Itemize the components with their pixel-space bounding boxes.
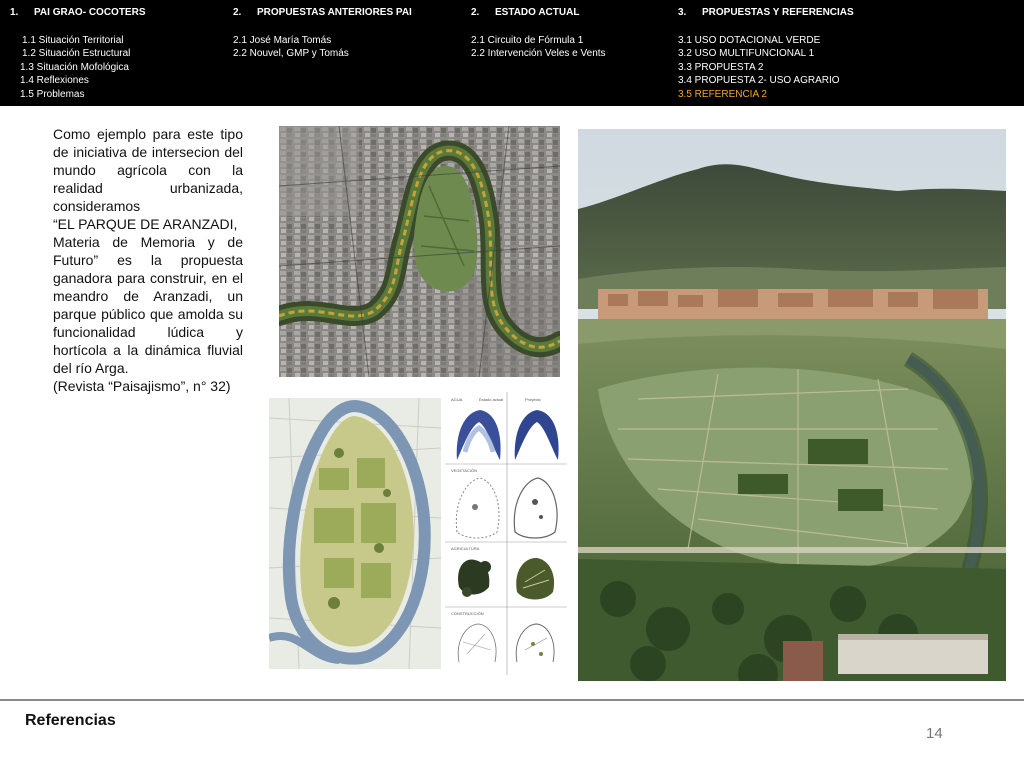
diagram-label-agricultura: AGRICULTURA: [451, 546, 480, 551]
aerial-map-drawing: [279, 126, 560, 377]
diagram-label-vegetacion: VEGETACIÓN: [451, 468, 477, 473]
nav-item-3-2[interactable]: 2.2 Intervención Veles e Vents: [471, 48, 606, 59]
nav-section-2: [233, 6, 412, 61]
analysis-diagram-panel: [445, 392, 567, 675]
panoramic-render-drawing: [578, 129, 1006, 681]
description-proposal: Materia de Memoria y de Futuro” es la propuesta ganadora para construir, en el meandro de Aranzadi, un parque público que amolda su funcionalidad lúdica y hortícola a la dinámica fluvial del río Arga.: [53, 234, 243, 376]
panoramic-render-image: [578, 129, 1006, 681]
diagram-label-construccion: CONSTRUCCIÓN: [451, 611, 484, 616]
nav-item-3-1[interactable]: 2.1 Circuito de Fórmula 1: [471, 34, 584, 46]
page-number: 14: [926, 725, 943, 742]
nav-item-3-1-dotacional[interactable]: 3.1 USO DOTACIONAL VERDE: [678, 34, 821, 46]
nav-section-4: [678, 6, 854, 101]
footer-section-title: Referencias: [25, 712, 116, 729]
description-intro: Como ejemplo para este tipo de iniciativa de intersecion del mundo agrícola con la realidad urbanizada, consideramos: [53, 126, 243, 214]
analysis-diagram-drawing: [445, 392, 567, 675]
master-plan-image: [269, 398, 441, 669]
master-plan-drawing: [269, 398, 441, 669]
nav-item-3-2-multifuncional[interactable]: 3.2 USO MULTIFUNCIONAL 1: [678, 48, 815, 59]
diagram-label-agua: AGUA: [451, 397, 463, 402]
nav-item-1-1[interactable]: 1.1 Situación Territorial: [22, 34, 124, 46]
description-text: [53, 125, 243, 395]
nav-item-1-2[interactable]: 1.2 Situación Estructural: [22, 48, 131, 59]
nav-item-2-2[interactable]: 2.2 Nouvel, GMP y Tomás: [233, 48, 349, 59]
nav-item-1-4[interactable]: 1.4 Reflexiones: [20, 75, 89, 86]
nav-item-2-1[interactable]: 2.1 José María Tomás: [233, 34, 332, 46]
description-park-name: “EL PARQUE DE ARANZADI,: [53, 216, 238, 232]
nav-item-3-3-propuesta[interactable]: 3.3 PROPUESTA 2: [678, 61, 764, 73]
nav-item-3-5-referencia-active[interactable]: 3.5 REFERENCIA 2: [678, 88, 767, 100]
nav-item-3-4-agrario[interactable]: 3.4 PROPUESTA 2- USO AGRARIO: [678, 75, 840, 86]
top-navigation-bar: [0, 0, 1024, 106]
nav-item-1-5[interactable]: 1.5 Problemas: [20, 88, 85, 100]
nav-section-2-title[interactable]: 2. PROPUESTAS ANTERIORES PAI: [233, 7, 412, 18]
nav-section-1: [10, 6, 145, 101]
aerial-map-image: [279, 126, 560, 377]
diagram-label-proyecto: Proyecto: [525, 397, 541, 402]
footer-divider: [0, 699, 1024, 701]
description-source: (Revista “Paisajismo”, n° 32): [53, 378, 231, 394]
nav-item-1-3[interactable]: 1.3 Situación Mofológica: [20, 61, 129, 73]
nav-section-1-title[interactable]: 1. PAI GRAO- COCOTERS: [10, 7, 146, 18]
diagram-label-estado: Estado actual: [479, 397, 504, 402]
nav-section-4-title[interactable]: 3. PROPUESTAS Y REFERENCIAS: [678, 7, 854, 18]
nav-section-3-title[interactable]: 2. ESTADO ACTUAL: [471, 7, 580, 18]
nav-section-3: [471, 6, 606, 61]
